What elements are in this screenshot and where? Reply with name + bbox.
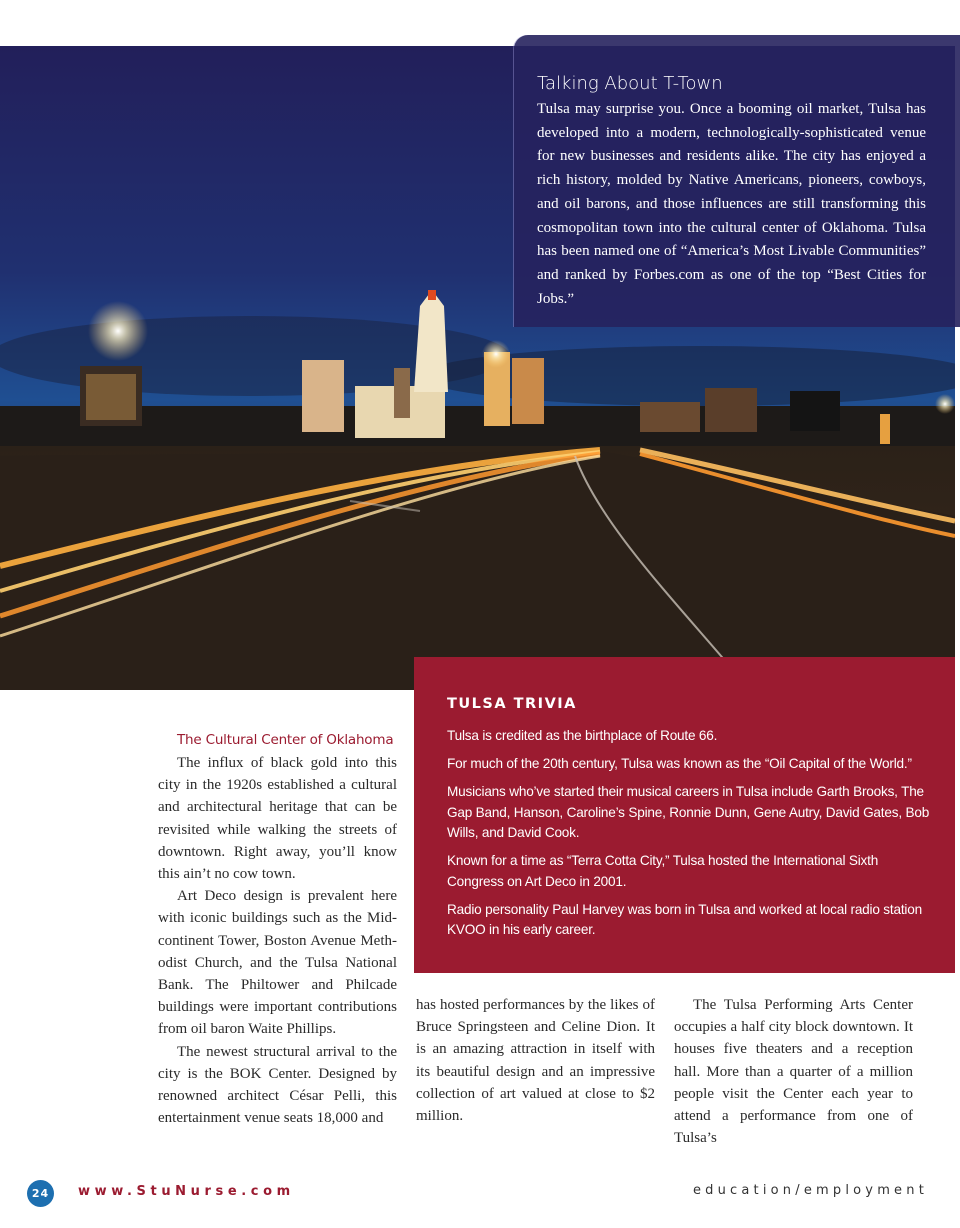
intro-overlay-box (514, 35, 960, 327)
trivia-heading: TULSA TRIVIA (447, 696, 577, 712)
section-heading: The Cultural Center of Oklahoma (177, 732, 394, 748)
article-column-3 (674, 994, 913, 1149)
article-column-2 (416, 994, 655, 1127)
footer-section-label: education/employment (692, 1183, 928, 1198)
trivia-list (447, 726, 937, 948)
article-paragraph: The Tulsa Performing Arts Center occupies a half city block downtown. It houses five theaters and a reception hall. More than a quarter of a million people visit the Center each year to attend a performance from one of Tulsa’s (674, 997, 913, 1147)
trivia-box (414, 657, 955, 973)
footer-url-link[interactable]: www.StuNurse.com (78, 1184, 295, 1199)
article-paragraph: The newest structural arrival to the city is the BOK Center. Designed by renowned architect César Pelli, this entertainment venue seats 18,000 and (158, 1043, 397, 1127)
page-number-badge: 24 (27, 1180, 54, 1207)
overlay-body: Tulsa may surprise you. Once a booming oil market, Tulsa has developed into a modern, technologically-sophisticated venue for new businesses and residents alike. The city has enjoyed a rich history, molded by Native Americans, pioneers, cowboys, and oil barons, and those influences are still transforming this cosmopolitan town into the cultural center of Oklahoma. Tulsa has been named one of “America’s Most Livable Communities” and ranked by Forbes.com as one of the top “Best Cities for Jobs.” (537, 101, 926, 307)
article-paragraph: The influx of black gold into this city in the 1920s established a cultural and architectural heritage that can be revisited while walking the streets of downtown. Right away, you’ll know this ain’t no cow town. (158, 755, 397, 883)
article-paragraph: has hosted performances by the likes of Bruce Springsteen and Celine Dion. It is an amazing attraction in itself with its beautiful design and an impressive collection of art valued at close to $2 million. (416, 997, 655, 1125)
article-column-1 (158, 728, 397, 1129)
article-paragraph: Art Deco design is prevalent here with iconic buildings such as the Mid-continent Tower, Boston Avenue Meth-odist Church, and the Tulsa National Bank. The Philtower and Philcade buildings were important contributions from oil baron Waite Phillips. (158, 888, 397, 1038)
trivia-item: Tulsa is credited as the birthplace of Route 66. (447, 728, 718, 743)
trivia-item: Radio personality Paul Harvey was born in Tulsa and worked at local radio station KVOO in his early career. (447, 901, 922, 937)
trivia-item: For much of the 20th century, Tulsa was known as the “Oil Capital of the World.” (447, 756, 912, 771)
overlay-title: Talking About T-Town (537, 73, 723, 94)
trivia-item: Musicians who’ve started their musical careers in Tulsa include Garth Brooks, The Gap Band, Hanson, Caroline’s Spine, Ronnie Dunn, Gene Autry, David Gates, Bob Wills, and David Cook. (447, 784, 930, 840)
trivia-item: Known for a time as “Terra Cotta City,” Tulsa hosted the International Sixth Congress on Art Deco in 2001. (447, 853, 879, 889)
